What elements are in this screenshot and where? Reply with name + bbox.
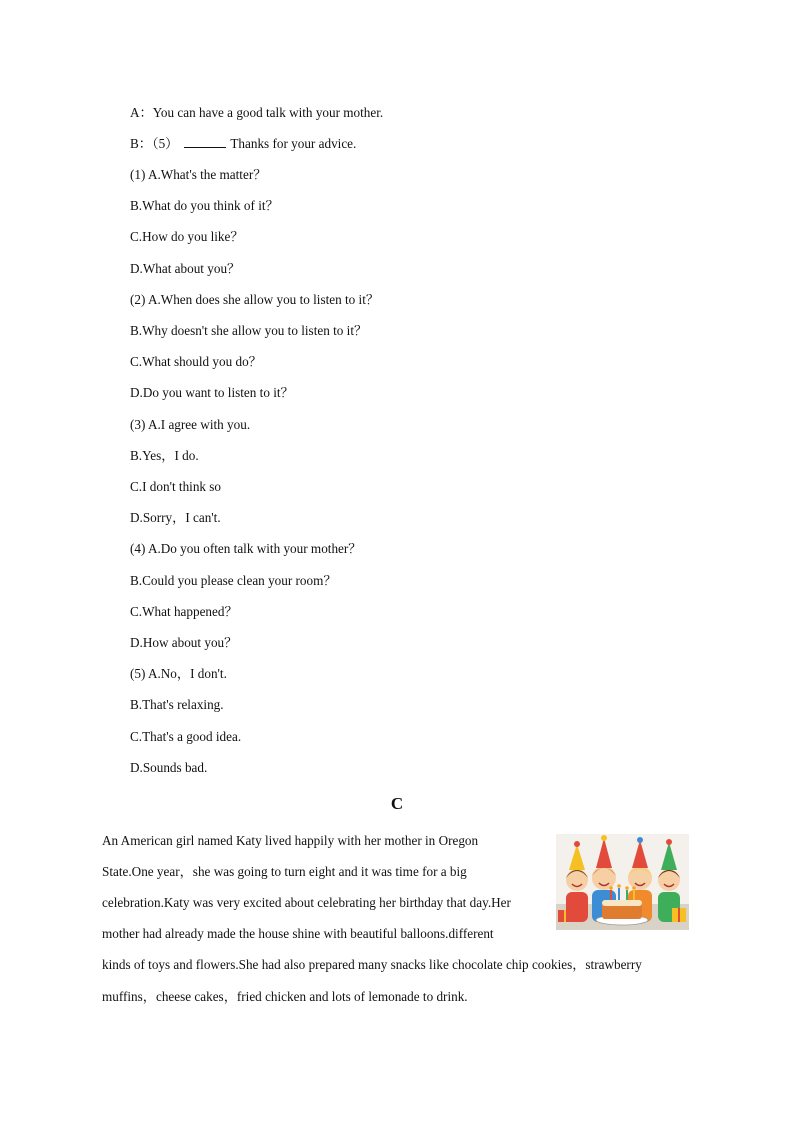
- passage-line: State.One year，she was going to turn eight and it was time for a big: [102, 864, 467, 879]
- option-line: D.Sorry，I can't.: [130, 510, 221, 525]
- passage-line: kinds of toys and flowers.She had also prepared many snacks like chocolate chip cookies，strawberry: [102, 957, 642, 972]
- option-line: C.How do you like？: [130, 229, 244, 244]
- answer-blank[interactable]: [184, 137, 226, 148]
- option-line: B.That's relaxing.: [130, 697, 224, 712]
- passage-line: celebration.Katy was very excited about celebrating her birthday that day.Her: [102, 895, 511, 910]
- option-line: D.How about you？: [130, 635, 238, 650]
- dialogue-b-suffix: Thanks for your advice.: [230, 136, 357, 151]
- option-line: D.Do you want to listen to it？: [130, 385, 294, 400]
- passage-line: An American girl named Katy lived happily with her mother in Oregon: [102, 833, 479, 848]
- passage-line: mother had already made the house shine with beautiful balloons.different: [102, 926, 494, 941]
- dialogue-line-b: [130, 136, 356, 152]
- option-line: B.Could you please clean your room？: [130, 573, 337, 588]
- option-line: B.What do you think of it？: [130, 198, 279, 213]
- option-line: (2) A.When does she allow you to listen to it？: [130, 292, 380, 307]
- option-line: (4) A.Do you often talk with your mother？: [130, 541, 362, 556]
- option-line: C.What happened？: [130, 604, 238, 619]
- dialogue-line-a: A：You can have a good talk with your mother.: [130, 105, 384, 120]
- birthday-party-illustration: [556, 834, 689, 930]
- option-line: (1) A.What's the matter？: [130, 167, 267, 182]
- option-line: D.What about you？: [130, 261, 241, 276]
- passage-line: muffins，cheese cakes，fried chicken and lots of lemonade to drink.: [102, 989, 468, 1004]
- option-line: (5) A.No，I don't.: [130, 666, 227, 681]
- option-line: (3) A.I agree with you.: [130, 417, 251, 432]
- option-line: C.That's a good idea.: [130, 729, 242, 744]
- option-line: C.I don't think so: [130, 479, 222, 494]
- section-heading: C: [390, 794, 404, 813]
- option-line: C.What should you do？: [130, 354, 262, 369]
- option-line: B.Yes，I do.: [130, 448, 199, 463]
- option-line: D.Sounds bad.: [130, 760, 208, 775]
- dialogue-b-prefix: B：（5）: [130, 136, 179, 151]
- option-line: B.Why doesn't she allow you to listen to it？: [130, 323, 368, 338]
